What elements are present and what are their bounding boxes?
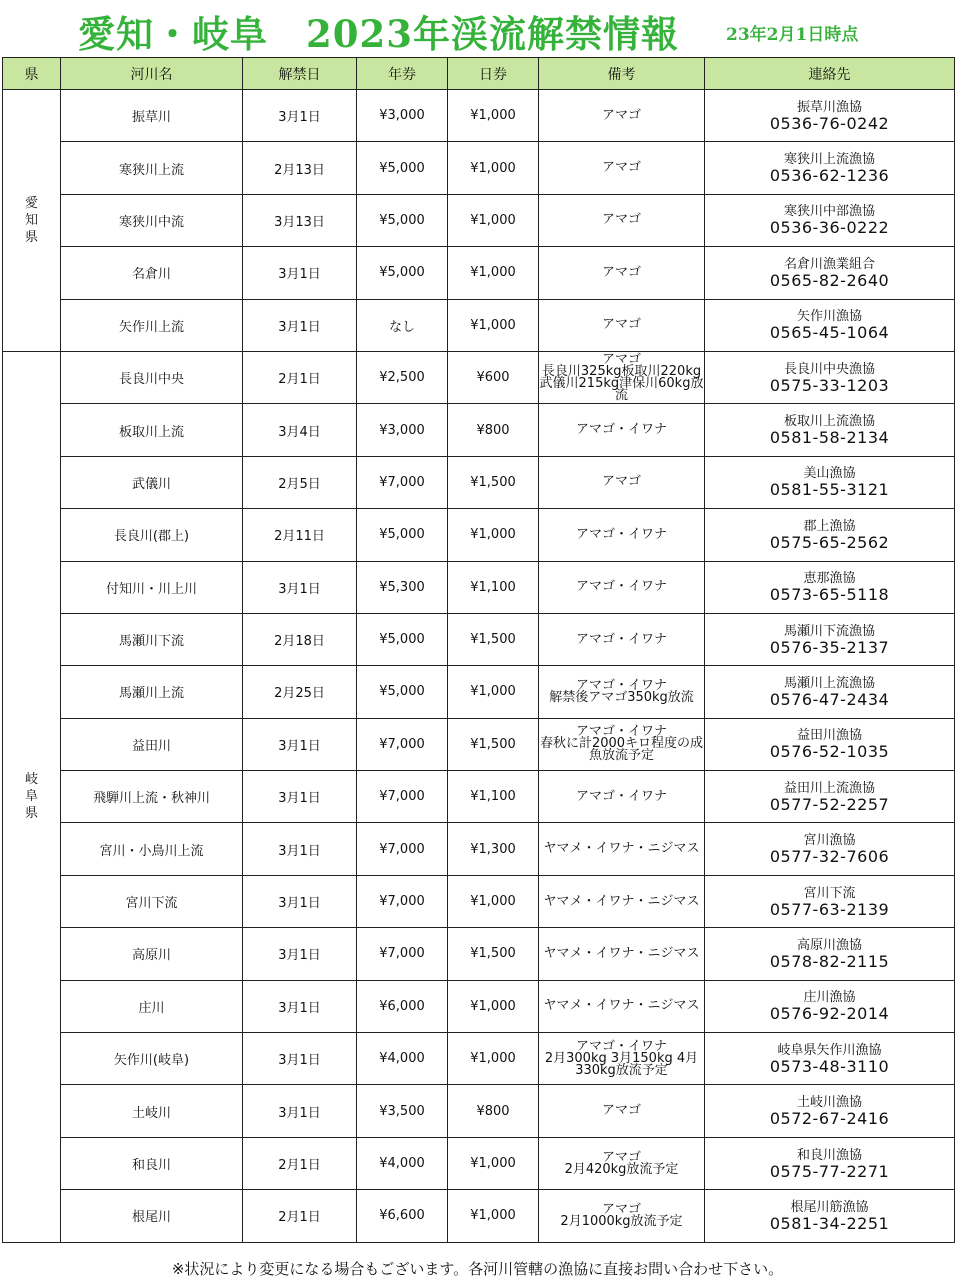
daily-ticket: ¥1,000 [448,142,539,194]
release-date: 3月1日 [243,980,357,1032]
release-date: 2月1日 [243,1137,357,1189]
release-date: 3月1日 [243,1085,357,1137]
notes-cell: アマゴ [539,247,705,299]
daily-ticket: ¥1,000 [448,194,539,246]
release-date: 2月25日 [243,666,357,718]
contact-phone: 0565-45-1064 [769,323,890,343]
contact-org: 土岐川漁協 [796,1095,862,1111]
release-date: 3月1日 [243,875,357,927]
daily-ticket: ¥600 [448,351,539,403]
contact-phone: 0581-55-3121 [769,480,890,500]
table-row [3,1190,955,1242]
release-info-table [2,57,955,1243]
contact-cell [705,561,955,613]
notes-cell: アマゴ [539,194,705,246]
table-body [3,90,955,1243]
contact-org: 長良川中央漁協 [783,361,875,377]
contact-phone: 0581-58-2134 [769,428,890,448]
table-row [3,299,955,351]
notes-cell: アマゴ・イワナ 解禁後アマゴ350kg放流 [539,666,705,718]
table-row [3,1085,955,1137]
annual-ticket: ¥7,000 [357,456,448,508]
contact-org: 美山漁協 [803,466,856,482]
contact-phone: 0578-82-2115 [769,951,890,971]
table-row [3,142,955,194]
prefecture-cell [3,351,61,1242]
contact-phone: 0536-36-0222 [769,218,890,238]
river-name: 付知川・川上川 [61,561,243,613]
notes-cell: ヤマメ・イワナ・ニジマス [539,875,705,927]
table-row [3,247,955,299]
annual-ticket: ¥4,000 [357,1137,448,1189]
notes-cell: ヤマメ・イワナ・ニジマス [539,928,705,980]
contact-org: 根尾川筋漁協 [790,1199,869,1215]
contact-phone: 0536-76-0242 [769,113,890,133]
contact-phone: 0573-65-5118 [769,585,890,605]
release-date: 3月1日 [243,718,357,770]
annual-ticket: ¥3,000 [357,90,448,142]
notes-cell: アマゴ [539,456,705,508]
river-name: 寒狭川上流 [61,142,243,194]
table-row [3,456,955,508]
release-date: 3月1日 [243,299,357,351]
daily-ticket: ¥1,000 [448,509,539,561]
river-name: 名倉川 [61,247,243,299]
river-name: 馬瀬川上流 [61,666,243,718]
river-name: 矢作川(岐阜) [61,1033,243,1085]
contact-phone: 0573-48-3110 [769,1056,890,1076]
contact-phone: 0576-52-1035 [769,742,890,762]
table-row [3,561,955,613]
contact-cell [705,613,955,665]
river-name: 飛騨川上流・秋神川 [61,771,243,823]
table-row [3,351,955,403]
release-date: 3月1日 [243,561,357,613]
contact-phone: 0577-63-2139 [769,899,890,919]
annual-ticket: ¥3,000 [357,404,448,456]
contact-cell [705,456,955,508]
contact-cell [705,1033,955,1085]
daily-ticket: ¥1,500 [448,928,539,980]
prefecture-name: 岐阜県 [24,772,38,822]
table-row [3,90,955,142]
contact-phone: 0576-47-2434 [769,689,890,709]
contact-org: 名倉川漁業組合 [783,256,875,272]
contact-cell [705,980,955,1032]
daily-ticket: ¥1,100 [448,561,539,613]
annual-ticket: ¥5,300 [357,561,448,613]
contact-cell [705,1190,955,1242]
contact-phone: 0575-65-2562 [769,532,890,552]
contact-org: 高原川漁協 [796,937,862,953]
notes-cell: アマゴ・イワナ [539,561,705,613]
release-date: 3月13日 [243,194,357,246]
table-row [3,718,955,770]
contact-cell [705,875,955,927]
table-row [3,928,955,980]
river-name: 土岐川 [61,1085,243,1137]
table-row [3,194,955,246]
release-date: 2月18日 [243,613,357,665]
daily-ticket: ¥1,000 [448,247,539,299]
daily-ticket: ¥1,500 [448,613,539,665]
annual-ticket: ¥3,500 [357,1085,448,1137]
contact-cell [705,771,955,823]
contact-org: 岐阜県矢作川漁協 [777,1042,882,1058]
annual-ticket: ¥5,000 [357,142,448,194]
daily-ticket: ¥1,000 [448,299,539,351]
annual-ticket: ¥5,000 [357,247,448,299]
contact-cell [705,404,955,456]
contact-org: 寒狭川中部漁協 [783,204,875,220]
contact-cell [705,299,955,351]
contact-cell [705,351,955,403]
annual-ticket: ¥7,000 [357,823,448,875]
release-date: 2月5日 [243,456,357,508]
daily-ticket: ¥1,500 [448,456,539,508]
river-name: 寒狭川中流 [61,194,243,246]
contact-phone: 0577-32-7606 [769,847,890,867]
river-name: 馬瀬川下流 [61,613,243,665]
contact-cell [705,142,955,194]
contact-cell [705,1137,955,1189]
notes-cell: ヤマメ・イワナ・ニジマス [539,980,705,1032]
annual-ticket: ¥6,600 [357,1190,448,1242]
river-name: 庄川 [61,980,243,1032]
annual-ticket: ¥6,000 [357,980,448,1032]
release-date: 2月1日 [243,351,357,403]
contact-cell [705,666,955,718]
contact-org: 寒狭川上流漁協 [783,152,875,168]
table-row [3,1033,955,1085]
annual-ticket: ¥7,000 [357,928,448,980]
daily-ticket: ¥1,000 [448,90,539,142]
prefecture-name: 愛知県 [24,195,38,245]
daily-ticket: ¥1,000 [448,1190,539,1242]
release-date: 3月1日 [243,1033,357,1085]
contact-org: 矢作川漁協 [796,309,862,325]
daily-ticket: ¥1,000 [448,1137,539,1189]
table-row [3,404,955,456]
notes-cell: アマゴ・イワナ [539,509,705,561]
notes-cell: アマゴ・イワナ 2月300kg 3月150kg 4月330kg放流予定 [539,1033,705,1085]
river-name: 和良川 [61,1137,243,1189]
river-name: 長良川中央 [61,351,243,403]
daily-ticket: ¥1,000 [448,1033,539,1085]
annual-ticket: ¥5,000 [357,194,448,246]
annual-ticket: ¥2,500 [357,351,448,403]
contact-phone: 0536-62-1236 [769,166,890,186]
notes-cell: アマゴ [539,1085,705,1137]
river-name: 矢作川上流 [61,299,243,351]
release-date: 3月1日 [243,928,357,980]
footer-note: ※状況により変更になる場合もございます。各河川管轄の漁協に直接お問い合わせ下さい。 [171,1260,784,1278]
contact-org: 和良川漁協 [796,1147,862,1163]
notes-cell: アマゴ [539,299,705,351]
daily-ticket: ¥800 [448,1085,539,1137]
table-row [3,509,955,561]
table-header-row [3,58,955,90]
contact-cell [705,90,955,142]
release-date: 3月1日 [243,90,357,142]
contact-phone: 0575-33-1203 [769,375,890,395]
release-date: 3月1日 [243,823,357,875]
contact-phone: 0577-52-2257 [769,794,890,814]
table-row [3,666,955,718]
contact-org: 馬瀬川下流漁協 [783,623,875,639]
notes-cell: アマゴ 2月1000kg放流予定 [539,1190,705,1242]
table-row [3,980,955,1032]
contact-org: 益田川上流漁協 [783,780,875,796]
annual-ticket: ¥7,000 [357,718,448,770]
contact-org: 郡上漁協 [803,518,856,534]
contact-cell [705,823,955,875]
contact-phone: 0576-35-2137 [769,637,890,657]
river-name: 根尾川 [61,1190,243,1242]
daily-ticket: ¥800 [448,404,539,456]
river-name: 高原川 [61,928,243,980]
river-name: 宮川・小鳥川上流 [61,823,243,875]
col-header-notes: 備考 [539,58,705,90]
daily-ticket: ¥1,000 [448,666,539,718]
col-header-river: 河川名 [61,58,243,90]
annual-ticket: ¥7,000 [357,771,448,823]
notes-cell: アマゴ 2月420kg放流予定 [539,1137,705,1189]
release-date: 2月13日 [243,142,357,194]
table-row [3,613,955,665]
river-name: 宮川下流 [61,875,243,927]
contact-org: 宮川下流 [803,885,856,901]
contact-cell [705,194,955,246]
col-header-release-date: 解禁日 [243,58,357,90]
river-name: 武儀川 [61,456,243,508]
river-name: 振草川 [61,90,243,142]
contact-phone: 0581-34-2251 [769,1213,890,1233]
contact-phone: 0565-82-2640 [769,270,890,290]
annual-ticket: ¥5,000 [357,613,448,665]
contact-phone: 0572-67-2416 [769,1109,890,1129]
annual-ticket: ¥4,000 [357,1033,448,1085]
contact-org: 宮川漁協 [803,833,856,849]
release-date: 3月4日 [243,404,357,456]
table-row [3,823,955,875]
daily-ticket: ¥1,000 [448,875,539,927]
daily-ticket: ¥1,000 [448,980,539,1032]
contact-org: 板取川上流漁協 [783,414,875,430]
contact-cell [705,928,955,980]
annual-ticket: ¥5,000 [357,666,448,718]
contact-org: 庄川漁協 [803,990,856,1006]
title-bar [0,0,955,56]
daily-ticket: ¥1,100 [448,771,539,823]
contact-cell [705,1085,955,1137]
release-date: 2月11日 [243,509,357,561]
release-date: 2月1日 [243,1190,357,1242]
notes-cell: アマゴ 長良川325kg板取川220kg武儀川215kg津保川60kg放流 [539,351,704,403]
release-date: 3月1日 [243,247,357,299]
as-of-date: 23年2月1日時点 [726,25,859,45]
daily-ticket: ¥1,500 [448,718,539,770]
notes-cell: アマゴ・イワナ 春秋に計2000キロ程度の成魚放流予定 [539,718,705,770]
table-row [3,771,955,823]
col-header-daily-ticket: 日券 [448,58,539,90]
notes-cell: アマゴ・イワナ [539,613,705,665]
river-name: 板取川上流 [61,404,243,456]
table-row [3,1137,955,1189]
page-title: 愛知・岐阜 2023年渓流解禁情報 [78,12,679,56]
table-row [3,875,955,927]
contact-org: 馬瀬川上流漁協 [783,675,875,691]
contact-phone: 0575-77-2271 [769,1161,890,1181]
river-name: 益田川 [61,718,243,770]
annual-ticket: ¥5,000 [357,509,448,561]
annual-ticket: ¥7,000 [357,875,448,927]
contact-cell [705,509,955,561]
prefecture-cell [3,90,61,352]
contact-cell [705,718,955,770]
notes-cell: ヤマメ・イワナ・ニジマス [539,823,705,875]
contact-org: 恵那漁協 [803,571,856,587]
release-date: 3月1日 [243,771,357,823]
col-header-prefecture: 県 [3,58,61,90]
contact-org: 振草川漁協 [796,99,862,115]
notes-cell: アマゴ・イワナ [539,771,705,823]
annual-ticket: なし [357,299,448,351]
contact-cell [705,247,955,299]
daily-ticket: ¥1,300 [448,823,539,875]
notes-cell: アマゴ・イワナ [539,404,705,456]
col-header-contact: 連絡先 [705,58,955,90]
contact-org: 益田川漁協 [796,728,862,744]
notes-cell: アマゴ [539,90,705,142]
notes-cell: アマゴ [539,142,705,194]
river-name: 長良川(郡上) [61,509,243,561]
col-header-annual-ticket: 年券 [357,58,448,90]
contact-phone: 0576-92-2014 [769,1004,890,1024]
